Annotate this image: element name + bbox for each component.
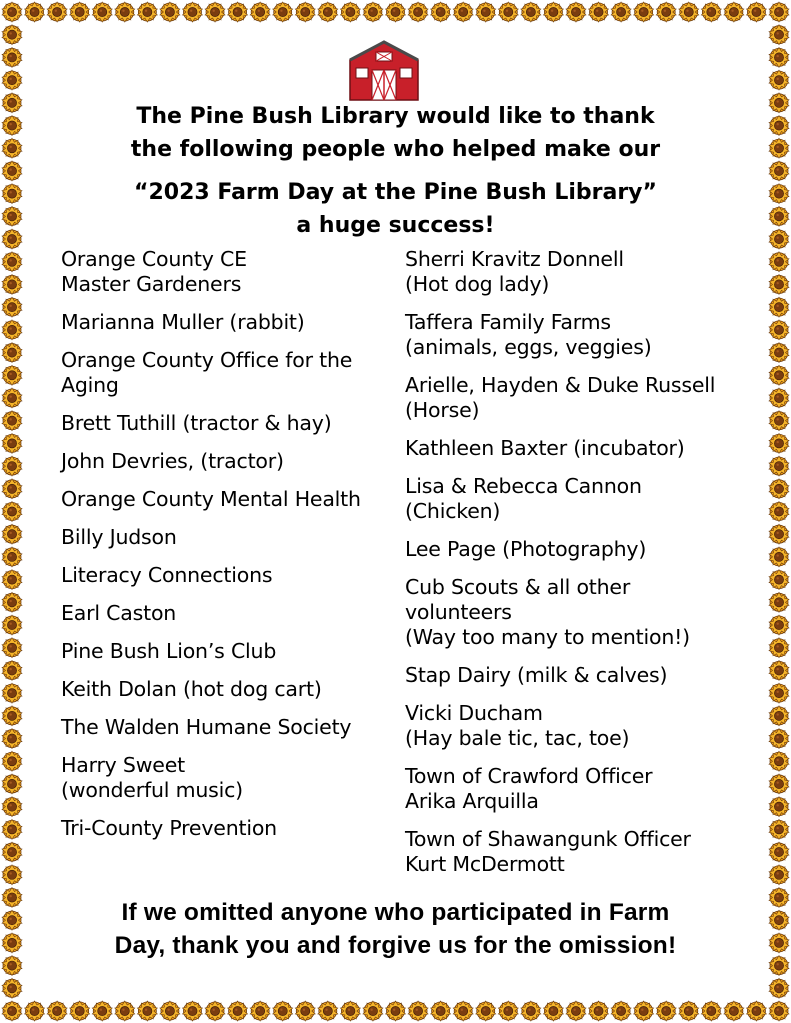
sunflower-icon: [611, 2, 631, 22]
sunflower-icon: [2, 842, 22, 862]
sunflower-icon: [295, 2, 315, 22]
sunflower-icon: [25, 1001, 45, 1021]
list-item: Taffera Family Farms (animals, eggs, veggies): [405, 310, 652, 359]
sunflower-icon: [769, 933, 789, 953]
sunflower-icon: [769, 343, 789, 363]
sunflower-icon: [2, 47, 22, 67]
sunflower-icon: [25, 2, 45, 22]
list-item: John Devries, (tractor): [61, 449, 284, 473]
sunflower-icon: [2, 116, 22, 136]
sunflower-icon: [724, 1001, 744, 1021]
sunflower-icon: [769, 411, 789, 431]
list-item: Tri-County Prevention: [61, 816, 277, 840]
sunflower-icon: [92, 1001, 112, 1021]
sunflower-icon: [340, 1001, 360, 1021]
sunflower-icon: [476, 1001, 496, 1021]
sunflower-icon: [228, 2, 248, 22]
sunflower-icon: [769, 547, 789, 567]
list-item: Orange County CE Master Gardeners: [61, 247, 247, 296]
sunflower-icon: [295, 1001, 315, 1021]
sunflower-icon: [2, 524, 22, 544]
sunflower-icon: [2, 910, 22, 930]
sunflower-icon: [769, 297, 789, 317]
list-item: Pine Bush Lion’s Club: [61, 639, 277, 663]
sunflower-icon: [769, 842, 789, 862]
sunflower-icon: [769, 887, 789, 907]
red-barn-icon: [348, 40, 420, 102]
sunflower-icon: [769, 116, 789, 136]
sunflower-icon: [769, 524, 789, 544]
list-item: Billy Judson: [61, 525, 177, 549]
sunflower-icon: [769, 93, 789, 113]
sunflower-icon: [769, 1001, 789, 1021]
list-item: Stap Dairy (milk & calves): [405, 663, 668, 687]
sunflower-icon: [2, 274, 22, 294]
sunflower-icon: [769, 797, 789, 817]
sunflower-icon: [2, 570, 22, 590]
sunflower-icon: [2, 138, 22, 158]
sunflower-icon: [2, 388, 22, 408]
sunflower-icon: [70, 2, 90, 22]
sunflower-icon: [769, 479, 789, 499]
sunflower-icon: [769, 910, 789, 930]
sunflower-icon: [634, 1001, 654, 1021]
sunflower-icon: [2, 547, 22, 567]
sunflower-icon: [2, 252, 22, 272]
sunflower-icon: [2, 978, 22, 998]
list-item: Orange County Office for the Aging: [61, 348, 353, 397]
sunflower-icon: [679, 2, 699, 22]
sunflower-icon: [250, 1001, 270, 1021]
sunflower-icon: [453, 2, 473, 22]
sunflower-icon: [2, 365, 22, 385]
sunflower-icon: [769, 229, 789, 249]
sunflower-icon: [656, 1001, 676, 1021]
sunflower-icon: [2, 479, 22, 499]
list-item: Vicki Ducham (Hay bale tic, tac, toe): [405, 701, 630, 750]
sunflower-icon: [543, 1001, 563, 1021]
sunflower-icon: [2, 660, 22, 680]
sunflower-icon: [769, 161, 789, 181]
sunflower-icon: [2, 638, 22, 658]
sunflower-icon: [746, 1001, 766, 1021]
sunflower-icon: [769, 388, 789, 408]
sunflower-icon: [318, 1001, 338, 1021]
sunflower-icon: [137, 2, 157, 22]
list-item: Town of Shawangunk Officer Kurt McDermott: [405, 827, 691, 876]
sunflower-icon: [2, 1001, 22, 1021]
sunflower-icon: [2, 161, 22, 181]
sunflower-icon: [769, 365, 789, 385]
sunflower-icon: [47, 1001, 67, 1021]
sunflower-icon: [769, 184, 789, 204]
sunflower-icon: [769, 25, 789, 45]
sunflower-icon: [589, 2, 609, 22]
sunflower-icon: [408, 2, 428, 22]
sunflower-icon: [205, 2, 225, 22]
sunflower-icon: [769, 2, 789, 22]
list-item: Lee Page (Photography): [405, 537, 647, 561]
sunflower-icon: [408, 1001, 428, 1021]
sunflower-icon: [679, 1001, 699, 1021]
list-item: Keith Dolan (hot dog cart): [61, 677, 322, 701]
sunflower-icon: [769, 865, 789, 885]
sunflower-icon: [2, 25, 22, 45]
list-item: Kathleen Baxter (incubator): [405, 436, 685, 460]
sunflower-icon: [724, 2, 744, 22]
list-item: Earl Caston: [61, 601, 177, 625]
list-item: Town of Crawford Officer Arika Arquilla: [405, 764, 653, 813]
list-item: The Walden Humane Society: [61, 715, 352, 739]
sunflower-icon: [2, 456, 22, 476]
sunflower-icon: [2, 343, 22, 363]
sunflower-icon: [2, 433, 22, 453]
thank-you-heading: The Pine Bush Library would like to thank the following people who helped make our: [130, 104, 661, 162]
sunflower-icon: [769, 138, 789, 158]
sunflower-icon: [431, 1001, 451, 1021]
sunflower-icon: [656, 2, 676, 22]
sunflower-icon: [769, 252, 789, 272]
sunflower-icon: [2, 2, 22, 22]
sunflower-icon: [769, 502, 789, 522]
sunflower-icon: [769, 729, 789, 749]
sunflower-icon: [2, 774, 22, 794]
sunflower-icon: [2, 797, 22, 817]
sunflower-icon: [2, 184, 22, 204]
sunflower-icon: [2, 706, 22, 726]
sunflower-icon: [2, 320, 22, 340]
sunflower-icon: [521, 1001, 541, 1021]
sunflower-icon: [318, 2, 338, 22]
sunflower-icon: [2, 615, 22, 635]
sunflower-icon: [2, 683, 22, 703]
sunflower-icon: [2, 933, 22, 953]
sunflower-icon: [386, 1001, 406, 1021]
sunflower-icon: [2, 751, 22, 771]
sunflower-icon: [769, 978, 789, 998]
sunflower-icon: [2, 865, 22, 885]
sunflower-icon: [769, 706, 789, 726]
sunflower-icon: [182, 2, 202, 22]
sunflower-icon: [2, 887, 22, 907]
sunflower-icon: [701, 1001, 721, 1021]
list-item: Brett Tuthill (tractor & hay): [61, 411, 332, 435]
sunflower-icon: [137, 1001, 157, 1021]
list-item: Orange County Mental Health: [61, 487, 361, 511]
sunflower-icon: [769, 456, 789, 476]
sunflower-icon: [160, 1001, 180, 1021]
sunflower-icon: [498, 1001, 518, 1021]
sunflower-icon: [769, 592, 789, 612]
sunflower-icon: [2, 592, 22, 612]
sunflower-icon: [160, 2, 180, 22]
sunflower-icon: [769, 819, 789, 839]
omission-notice: If we omitted anyone who participated in Farm Day, thank you and forgive us for the omission!: [114, 899, 677, 959]
sunflower-icon: [386, 2, 406, 22]
sunflower-icon: [769, 956, 789, 976]
sunflower-icon: [769, 660, 789, 680]
sunflower-icon: [47, 2, 67, 22]
sunflower-icon: [701, 2, 721, 22]
sunflower-icon: [363, 2, 383, 22]
sunflower-icon: [228, 1001, 248, 1021]
sunflower-icon: [476, 2, 496, 22]
helpers-list-right: [405, 247, 745, 890]
sunflower-icon: [92, 2, 112, 22]
list-item: Cub Scouts & all other volunteers (Way too many to mention!): [405, 575, 690, 649]
sunflower-icon: [431, 2, 451, 22]
sunflower-icon: [769, 570, 789, 590]
sunflower-icon: [250, 2, 270, 22]
sunflower-icon: [611, 1001, 631, 1021]
list-item: Arielle, Hayden & Duke Russell (Horse): [405, 373, 716, 422]
sunflower-icon: [769, 320, 789, 340]
sunflower-icon: [2, 70, 22, 90]
sunflower-icon: [2, 206, 22, 226]
sunflower-icon: [115, 1001, 135, 1021]
event-title-heading: “2023 Farm Day at the Pine Bush Library” a huge success!: [134, 180, 657, 238]
sunflower-icon: [182, 1001, 202, 1021]
sunflower-icon: [2, 229, 22, 249]
sunflower-icon: [273, 2, 293, 22]
sunflower-icon: [769, 774, 789, 794]
sunflower-icon: [769, 70, 789, 90]
sunflower-icon: [769, 47, 789, 67]
sunflower-icon: [2, 819, 22, 839]
sunflower-icon: [453, 1001, 473, 1021]
sunflower-icon: [2, 297, 22, 317]
sunflower-icon: [2, 729, 22, 749]
list-item: Sherri Kravitz Donnell (Hot dog lady): [405, 247, 624, 296]
sunflower-icon: [70, 1001, 90, 1021]
sunflower-icon: [769, 615, 789, 635]
sunflower-icon: [769, 683, 789, 703]
sunflower-icon: [589, 1001, 609, 1021]
sunflower-icon: [769, 433, 789, 453]
sunflower-icon: [634, 2, 654, 22]
sunflower-icon: [2, 502, 22, 522]
sunflower-icon: [2, 956, 22, 976]
sunflower-icon: [543, 2, 563, 22]
sunflower-icon: [769, 751, 789, 771]
sunflower-icon: [566, 1001, 586, 1021]
sunflower-icon: [205, 1001, 225, 1021]
sunflower-icon: [769, 638, 789, 658]
sunflower-icon: [769, 206, 789, 226]
sunflower-icon: [273, 1001, 293, 1021]
list-item: Literacy Connections: [61, 563, 273, 587]
sunflower-icon: [2, 411, 22, 431]
list-item: Marianna Muller (rabbit): [61, 310, 305, 334]
sunflower-icon: [363, 1001, 383, 1021]
sunflower-icon: [769, 274, 789, 294]
sunflower-icon: [340, 2, 360, 22]
helpers-list-left: [61, 247, 396, 854]
sunflower-icon: [566, 2, 586, 22]
list-item: Lisa & Rebecca Cannon (Chicken): [405, 474, 642, 523]
sunflower-icon: [521, 2, 541, 22]
sunflower-icon: [746, 2, 766, 22]
sunflower-icon: [498, 2, 518, 22]
sunflower-icon: [115, 2, 135, 22]
list-item: Harry Sweet (wonderful music): [61, 753, 243, 802]
sunflower-icon: [2, 93, 22, 113]
